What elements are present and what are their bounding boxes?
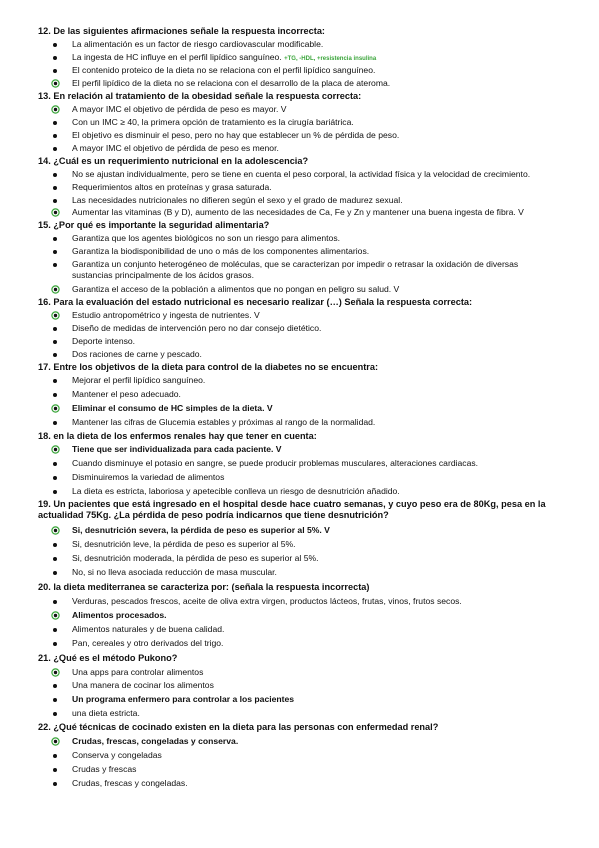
- answer-option-text: Garantiza un conjunto heterogéneo de moléculas, que se caracterizan por impedir o retrasar la oxidación de diversas sustancias principalmente de los ácidos grasos.: [72, 259, 519, 280]
- answer-option: [72, 195, 403, 206]
- answer-option: [72, 323, 321, 334]
- bullet-dot-icon: [53, 250, 57, 254]
- question-heading: 20. la dieta mediterranea se caracteriza por: (señala la respuesta incorrecta): [38, 582, 370, 592]
- answer-option: [72, 182, 272, 193]
- answer-option: [72, 130, 399, 141]
- answer-option: [72, 39, 323, 50]
- answer-option-text: Garantiza la biodisponibilidad de uno o más de los componentes alimentarios.: [72, 246, 370, 256]
- answer-circle-icon: [51, 105, 60, 114]
- bullet-dot-icon: [53, 56, 57, 60]
- answer-option-text: Alimentos naturales y de buena calidad.: [72, 624, 225, 634]
- bullet-dot-icon: [53, 199, 57, 203]
- question-heading: 18. en la dieta de los enfermos renales hay que tener en cuenta:: [38, 431, 317, 441]
- answer-option-text: Crudas y frescas: [72, 764, 137, 774]
- answer-circle-icon: [51, 668, 60, 677]
- answer-option: [72, 486, 400, 497]
- answer-option-text: Si, desnutrición severa, la pérdida de peso es superior al 5%. V: [72, 525, 330, 535]
- question-heading: 21. ¿Qué es el método Pukono?: [38, 653, 178, 663]
- answer-option: [72, 403, 273, 414]
- bullet-dot-icon: [53, 237, 57, 241]
- question-heading: 14. ¿Cuál es un requerimiento nutricional en la adolescencia?: [38, 156, 309, 166]
- answer-option-text: Si, desnutrición moderada, la pérdida de peso es superior al 5%.: [72, 553, 319, 563]
- answer-option: [72, 207, 524, 218]
- answer-option-text: Requerimientos altos en proteínas y grasa saturada.: [72, 182, 272, 192]
- bullet-dot-icon: [53, 186, 57, 190]
- answer-option: [72, 694, 294, 705]
- bullet-dot-icon: [53, 684, 57, 688]
- answer-circle-icon: [51, 526, 60, 535]
- answer-option-text: Conserva y congeladas: [72, 750, 162, 760]
- answer-option: [72, 472, 224, 483]
- answer-option-text: Mejorar el perfil lipídico sanguíneo.: [72, 375, 206, 385]
- answer-option: [72, 104, 286, 115]
- answer-option: [72, 375, 205, 386]
- answer-option: [72, 778, 188, 789]
- answer-option: [72, 596, 462, 607]
- answer-option: [72, 284, 399, 295]
- bullet-dot-icon: [53, 121, 57, 125]
- answer-option: [72, 417, 375, 428]
- answer-option-text: Un programa enfermero para controlar a los pacientes: [72, 694, 295, 704]
- answer-option: [72, 169, 530, 180]
- answer-option: [72, 610, 167, 621]
- answer-circle-icon: [51, 311, 60, 320]
- question-heading: 17. Entre los objetivos de la dieta para control de la diabetes no se encuentra:: [38, 362, 379, 372]
- answer-option-text: La alimentación es un factor de riesgo cardiovascular modificable.: [72, 39, 324, 49]
- question-heading: 22. ¿Qué técnicas de cocinado existen en la dieta para las personas con enfermedad renal?: [38, 722, 439, 732]
- bullet-dot-icon: [53, 782, 57, 786]
- bullet-dot-icon: [53, 69, 57, 73]
- answer-option-text: Pan, cereales y otro derivados del trigo.: [72, 638, 224, 648]
- answer-option-text: No se ajustan individualmente, pero se tiene en cuenta el peso corporal, la actividad física y la velocidad de crecimiento.: [72, 169, 531, 179]
- answer-option: [72, 458, 478, 469]
- bullet-dot-icon: [53, 600, 57, 604]
- answer-option: [72, 539, 296, 550]
- answer-option-text: Una apps para controlar alimentos: [72, 667, 204, 677]
- answer-option: [72, 764, 136, 775]
- bullet-dot-icon: [53, 43, 57, 47]
- answer-option-text: No, si no lleva asociada reducción de masa muscular.: [72, 567, 277, 577]
- answer-option: [72, 65, 375, 76]
- bullet-dot-icon: [53, 768, 57, 772]
- bullet-dot-icon: [53, 353, 57, 357]
- answer-option: [72, 567, 277, 578]
- answer-option: [72, 349, 202, 360]
- bullet-dot-icon: [53, 571, 57, 575]
- answer-option-text: Garantiza que los agentes biológicos no son un riesgo para alimentos.: [72, 233, 341, 243]
- question-heading: 12. De las siguientes afirmaciones señale la respuesta incorrecta:: [38, 26, 325, 36]
- answer-option-text: Si, desnutrición leve, la pérdida de peso es superior al 5%.: [72, 539, 296, 549]
- answer-option-text: El perfil lipídico de la dieta no se relaciona con el desarrollo de la placa de ateroma.: [72, 78, 391, 88]
- bullet-dot-icon: [53, 340, 57, 344]
- bullet-dot-icon: [53, 327, 57, 331]
- bullet-dot-icon: [53, 754, 57, 758]
- answer-option-text: Una manera de cocinar los alimentos: [72, 680, 214, 690]
- answer-circle-icon: [51, 285, 60, 294]
- answer-option: [72, 117, 354, 128]
- handwritten-note: +TG, -HDL, +resistencia insulina: [284, 56, 377, 62]
- answer-option: [72, 310, 260, 321]
- answer-option-text: una dieta estricta.: [72, 708, 140, 718]
- answer-option-text: Diseño de medidas de intervención pero no dar consejo dietético.: [72, 323, 322, 333]
- answer-option-text: A mayor IMC el objetivo de pérdida de peso es mayor. V: [72, 104, 287, 114]
- answer-option-text: Las necesidades nutricionales no difieren según el sexo y el grado de madurez sexual.: [72, 195, 403, 205]
- answer-circle-icon: [51, 79, 60, 88]
- answer-circle-icon: [51, 737, 60, 746]
- bullet-dot-icon: [53, 698, 57, 702]
- answer-option-text: Mantener las cifras de Glucemia estables y próximas al rango de la normalidad.: [72, 417, 376, 427]
- answer-option: [72, 233, 340, 244]
- bullet-dot-icon: [53, 543, 57, 547]
- answer-option-text: Tiene que ser individualizada para cada paciente. V: [72, 444, 282, 454]
- answer-option-text: A mayor IMC el objetivo de pérdida de peso es menor.: [72, 143, 279, 153]
- bullet-dot-icon: [53, 379, 57, 383]
- answer-option-text: Mantener el peso adecuado.: [72, 389, 181, 399]
- answer-option: [72, 336, 135, 347]
- bullet-dot-icon: [53, 490, 57, 494]
- answer-circle-icon: [51, 611, 60, 620]
- question-heading: 13. En relación al tratamiento de la obesidad señale la respuesta correcta:: [38, 91, 362, 101]
- answer-option: [72, 638, 223, 649]
- answer-option: [72, 736, 238, 747]
- bullet-dot-icon: [53, 393, 57, 397]
- answer-option-text: La ingesta de HC influye en el perfil lipídico sanguíneo.: [72, 52, 282, 62]
- answer-option-text: Verduras, pescados frescos, aceite de oliva extra virgen, productos lácteos, frutas, vinos, frutos secos.: [72, 596, 462, 606]
- question-heading: 15. ¿Por qué es importante la seguridad alimentaria?: [38, 220, 270, 230]
- answer-option-text: Garantiza el acceso de la población a alimentos que no pongan en peligro su salud. V: [72, 284, 400, 294]
- answer-option-text: Crudas, frescas y congeladas.: [72, 778, 188, 788]
- answer-option-text: Crudas, frescas, congeladas y conserva.: [72, 736, 239, 746]
- bullet-dot-icon: [53, 462, 57, 466]
- answer-option: [72, 680, 214, 691]
- answer-circle-icon: [51, 404, 60, 413]
- answer-option-text: Con un IMC ≥ 40, la primera opción de tratamiento es la cirugía bariátrica.: [72, 117, 354, 127]
- bullet-dot-icon: [53, 642, 57, 646]
- answer-option: [72, 259, 552, 281]
- bullet-dot-icon: [53, 421, 57, 425]
- answer-circle-icon: [51, 208, 60, 217]
- answer-option: [72, 667, 203, 678]
- question-heading: 19. Un pacientes que está ingresado en el hospital desde hace cuatro semanas, y cuyo peso era de 80Kg, pesa en la actualidad 75Kg. ¿La pérdida de peso podría indicarnos que tiene desnutrición?: [38, 499, 546, 520]
- answer-option-text: Eliminar el consumo de HC simples de la dieta. V: [72, 403, 273, 413]
- answer-option: [72, 52, 376, 65]
- answer-option: [72, 750, 162, 761]
- bullet-dot-icon: [53, 557, 57, 561]
- answer-option-text: Estudio antropométrico y ingesta de nutrientes. V: [72, 310, 260, 320]
- answer-option: [72, 143, 279, 154]
- answer-option-text: El objetivo es disminuir el peso, pero no hay que establecer un % de pérdida de peso.: [72, 130, 400, 140]
- answer-option: [72, 78, 390, 89]
- bullet-dot-icon: [53, 134, 57, 138]
- answer-option-text: Cuando disminuye el potasio en sangre, se puede producir problemas musculares, alteraciones cardiacas.: [72, 458, 479, 468]
- answer-option: [72, 708, 140, 719]
- answer-option: [72, 444, 282, 455]
- answer-option: [72, 525, 330, 536]
- answer-option-text: Disminuiremos la variedad de alimentos: [72, 472, 225, 482]
- bullet-dot-icon: [53, 476, 57, 480]
- answer-option: [72, 246, 369, 257]
- answer-option: [72, 389, 181, 400]
- answer-option-text: Deporte intenso.: [72, 336, 136, 346]
- bullet-dot-icon: [53, 173, 57, 177]
- answer-option-text: Aumentar las vitaminas (B y D), aumento de las necesidades de Ca, Fe y Zn y mantener una buena ingesta de fibra. V: [72, 207, 524, 217]
- answer-option-text: La dieta es estricta, laboriosa y apetecible conlleva un riesgo de desnutrición añadido.: [72, 486, 400, 496]
- bullet-dot-icon: [53, 263, 57, 267]
- bullet-dot-icon: [53, 147, 57, 151]
- answer-option-text: Dos raciones de carne y pescado.: [72, 349, 202, 359]
- answer-option: [72, 624, 224, 635]
- answer-option: [72, 553, 319, 564]
- answer-option-text: El contenido proteico de la dieta no se relaciona con el perfil lipídico sanguíneo.: [72, 65, 376, 75]
- bullet-dot-icon: [53, 628, 57, 632]
- question-heading: 16. Para la evaluación del estado nutricional es necesario realizar (…) Señala la respuesta correcta:: [38, 297, 473, 307]
- answer-option-text: Alimentos procesados.: [72, 610, 167, 620]
- answer-circle-icon: [51, 445, 60, 454]
- bullet-dot-icon: [53, 712, 57, 716]
